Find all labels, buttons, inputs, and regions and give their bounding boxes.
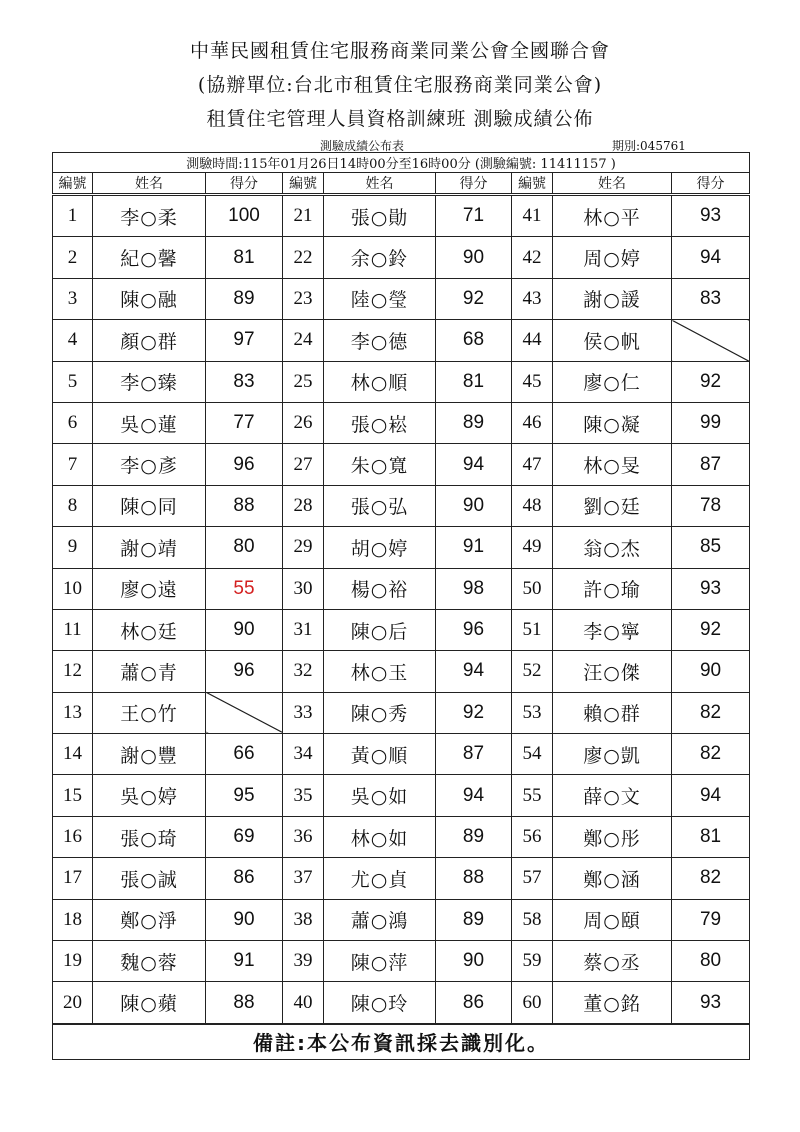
column-header-score: 得分 [672, 173, 750, 195]
candidate-score: 69 [206, 816, 283, 857]
candidate-number: 12 [53, 651, 93, 692]
table-row [53, 568, 750, 609]
candidate-number: 53 [512, 692, 553, 733]
candidate-name: 張○崧 [324, 402, 436, 443]
candidate-score: 87 [436, 734, 512, 775]
candidate-score: 90 [436, 237, 512, 278]
remark-note: 備註:本公布資訊採去識別化。 [53, 1024, 750, 1060]
candidate-number: 29 [283, 527, 324, 568]
candidate-score: 77 [206, 402, 283, 443]
candidate-score: 98 [436, 568, 512, 609]
candidate-number: 24 [283, 320, 324, 361]
candidate-name: 廖○遠 [93, 568, 206, 609]
candidate-name: 林○玉 [324, 651, 436, 692]
absent-score-slash [672, 320, 750, 361]
candidate-number: 52 [512, 651, 553, 692]
candidate-score: 91 [436, 527, 512, 568]
candidate-score: 81 [436, 361, 512, 402]
candidate-score: 92 [436, 278, 512, 319]
table-row [53, 734, 750, 775]
candidate-number: 20 [53, 982, 93, 1024]
table-row [53, 858, 750, 899]
candidate-number: 47 [512, 444, 553, 485]
candidate-number: 56 [512, 816, 553, 857]
candidate-score: 99 [672, 402, 750, 443]
candidate-number: 33 [283, 692, 324, 733]
candidate-number: 11 [53, 609, 93, 650]
candidate-number: 50 [512, 568, 553, 609]
candidate-score: 83 [206, 361, 283, 402]
score-table-body [53, 195, 750, 1024]
candidate-number: 15 [53, 775, 93, 816]
candidate-name: 蔡○丞 [553, 941, 672, 982]
table-row [53, 692, 750, 733]
candidate-number: 31 [283, 609, 324, 650]
candidate-number: 48 [512, 485, 553, 526]
table-row [53, 485, 750, 526]
candidate-number: 27 [283, 444, 324, 485]
candidate-number: 1 [53, 195, 93, 237]
period-label: 期別:045761 [612, 139, 686, 153]
candidate-name: 陳○融 [93, 278, 206, 319]
candidate-name: 汪○傑 [553, 651, 672, 692]
candidate-score: 94 [672, 775, 750, 816]
candidate-score: 90 [672, 651, 750, 692]
candidate-number: 42 [512, 237, 553, 278]
table-row [53, 361, 750, 402]
candidate-name: 黃○順 [324, 734, 436, 775]
candidate-name: 余○鈴 [324, 237, 436, 278]
candidate-score: 90 [206, 899, 283, 940]
candidate-name: 林○如 [324, 816, 436, 857]
candidate-number: 35 [283, 775, 324, 816]
candidate-name: 薛○文 [553, 775, 672, 816]
candidate-score: 90 [436, 941, 512, 982]
candidate-name: 鄭○彤 [553, 816, 672, 857]
column-header-number: 編號 [53, 173, 93, 195]
candidate-number: 17 [53, 858, 93, 899]
candidate-name: 李○臻 [93, 361, 206, 402]
candidate-number: 38 [283, 899, 324, 940]
candidate-score: 92 [672, 361, 750, 402]
candidate-number: 28 [283, 485, 324, 526]
candidate-score: 87 [672, 444, 750, 485]
candidate-score: 89 [436, 899, 512, 940]
candidate-score: 55 [206, 568, 283, 609]
candidate-number: 9 [53, 527, 93, 568]
candidate-name: 李○寧 [553, 609, 672, 650]
candidate-number: 14 [53, 734, 93, 775]
candidate-number: 45 [512, 361, 553, 402]
table-row [53, 899, 750, 940]
candidate-name: 陳○玲 [324, 982, 436, 1024]
candidate-name: 王○竹 [93, 692, 206, 733]
candidate-number: 5 [53, 361, 93, 402]
candidate-name: 董○銘 [553, 982, 672, 1024]
candidate-number: 41 [512, 195, 553, 237]
candidate-score: 78 [672, 485, 750, 526]
candidate-number: 2 [53, 237, 93, 278]
candidate-score: 94 [672, 237, 750, 278]
column-header-number: 編號 [512, 173, 553, 195]
candidate-score: 94 [436, 444, 512, 485]
candidate-number: 57 [512, 858, 553, 899]
candidate-name: 吳○蓮 [93, 402, 206, 443]
candidate-number: 55 [512, 775, 553, 816]
candidate-number: 3 [53, 278, 93, 319]
candidate-score: 89 [206, 278, 283, 319]
candidate-score: 88 [206, 982, 283, 1024]
candidate-number: 51 [512, 609, 553, 650]
candidate-number: 43 [512, 278, 553, 319]
candidate-number: 37 [283, 858, 324, 899]
candidate-number: 22 [283, 237, 324, 278]
candidate-number: 40 [283, 982, 324, 1024]
candidate-score: 93 [672, 982, 750, 1024]
association-title: 中華民國租賃住宅服務商業同業公會全國聯合會 [189, 40, 610, 62]
candidate-name: 陸○瑩 [324, 278, 436, 319]
candidate-score: 86 [436, 982, 512, 1024]
candidate-name: 侯○帆 [553, 320, 672, 361]
candidate-name: 翁○杰 [553, 527, 672, 568]
candidate-name: 張○琦 [93, 816, 206, 857]
table-row [53, 651, 750, 692]
candidate-score: 90 [436, 485, 512, 526]
candidate-name: 周○婷 [553, 237, 672, 278]
candidate-number: 34 [283, 734, 324, 775]
candidate-name: 林○順 [324, 361, 436, 402]
candidate-number: 16 [53, 816, 93, 857]
absent-score-slash [206, 692, 283, 733]
table-row [53, 527, 750, 568]
candidate-score: 89 [436, 402, 512, 443]
column-header-score: 得分 [206, 173, 283, 195]
candidate-number: 21 [283, 195, 324, 237]
exam-info: 測驗時間:115年01月26日14時00分至16時00分 (測驗編號: 11411157 ) [53, 153, 750, 173]
candidate-number: 13 [53, 692, 93, 733]
candidate-name: 尤○貞 [324, 858, 436, 899]
candidate-score: 94 [436, 651, 512, 692]
candidate-name: 林○平 [553, 195, 672, 237]
candidate-name: 紀○馨 [93, 237, 206, 278]
candidate-number: 4 [53, 320, 93, 361]
candidate-score: 88 [206, 485, 283, 526]
candidate-name: 顏○群 [93, 320, 206, 361]
candidate-score: 93 [672, 568, 750, 609]
candidate-name: 鄭○淨 [93, 899, 206, 940]
candidate-name: 許○瑜 [553, 568, 672, 609]
candidate-number: 18 [53, 899, 93, 940]
candidate-score: 81 [672, 816, 750, 857]
table-row [53, 278, 750, 319]
candidate-name: 謝○諼 [553, 278, 672, 319]
candidate-score: 90 [206, 609, 283, 650]
candidate-score: 92 [436, 692, 512, 733]
candidate-name: 林○廷 [93, 609, 206, 650]
candidate-score: 66 [206, 734, 283, 775]
candidate-score: 97 [206, 320, 283, 361]
candidate-name: 謝○靖 [93, 527, 206, 568]
candidate-name: 陳○同 [93, 485, 206, 526]
candidate-score: 89 [436, 816, 512, 857]
candidate-number: 60 [512, 982, 553, 1024]
candidate-name: 廖○凱 [553, 734, 672, 775]
candidate-name: 張○弘 [324, 485, 436, 526]
table-row [53, 941, 750, 982]
candidate-score: 86 [206, 858, 283, 899]
column-header-score: 得分 [436, 173, 512, 195]
candidate-number: 59 [512, 941, 553, 982]
candidate-name: 陳○后 [324, 609, 436, 650]
table-header-row [53, 173, 750, 195]
candidate-name: 陳○凝 [553, 402, 672, 443]
candidate-number: 32 [283, 651, 324, 692]
candidate-name: 謝○豐 [93, 734, 206, 775]
candidate-number: 10 [53, 568, 93, 609]
candidate-name: 廖○仁 [553, 361, 672, 402]
candidate-score: 71 [436, 195, 512, 237]
candidate-number: 8 [53, 485, 93, 526]
candidate-number: 7 [53, 444, 93, 485]
candidate-name: 李○柔 [93, 195, 206, 237]
candidate-name: 魏○蓉 [93, 941, 206, 982]
table-caption: 測驗成績公布表 [320, 139, 405, 153]
candidate-score: 96 [206, 651, 283, 692]
candidate-name: 張○誠 [93, 858, 206, 899]
candidate-name: 林○旻 [553, 444, 672, 485]
candidate-name: 吳○婷 [93, 775, 206, 816]
candidate-number: 39 [283, 941, 324, 982]
candidate-name: 鄭○涵 [553, 858, 672, 899]
candidate-score: 83 [672, 278, 750, 319]
column-header-number: 編號 [283, 173, 324, 195]
table-row [53, 775, 750, 816]
candidate-name: 周○頤 [553, 899, 672, 940]
candidate-name: 陳○蘋 [93, 982, 206, 1024]
candidate-score: 81 [206, 237, 283, 278]
candidate-score: 91 [206, 941, 283, 982]
table-row [53, 320, 750, 361]
candidate-score: 92 [672, 609, 750, 650]
candidate-name: 蕭○青 [93, 651, 206, 692]
candidate-score: 68 [436, 320, 512, 361]
candidate-score: 85 [672, 527, 750, 568]
announcement-title: 租賃住宅管理人員資格訓練班 測驗成績公佈 [206, 108, 594, 130]
candidate-name: 蕭○鴻 [324, 899, 436, 940]
column-header-name: 姓名 [93, 173, 206, 195]
candidate-name: 劉○廷 [553, 485, 672, 526]
candidate-score: 82 [672, 692, 750, 733]
candidate-name: 李○彥 [93, 444, 206, 485]
candidate-name: 賴○群 [553, 692, 672, 733]
candidate-score: 94 [436, 775, 512, 816]
table-row [53, 982, 750, 1024]
table-row [53, 444, 750, 485]
candidate-name: 朱○寬 [324, 444, 436, 485]
candidate-name: 張○勛 [324, 195, 436, 237]
candidate-number: 46 [512, 402, 553, 443]
candidate-number: 30 [283, 568, 324, 609]
candidate-score: 79 [672, 899, 750, 940]
candidate-number: 36 [283, 816, 324, 857]
candidate-number: 6 [53, 402, 93, 443]
candidate-number: 19 [53, 941, 93, 982]
candidate-score: 82 [672, 734, 750, 775]
candidate-number: 25 [283, 361, 324, 402]
candidate-name: 胡○婷 [324, 527, 436, 568]
candidate-score: 95 [206, 775, 283, 816]
candidate-name: 陳○秀 [324, 692, 436, 733]
table-row [53, 195, 750, 237]
candidate-number: 23 [283, 278, 324, 319]
candidate-score: 80 [672, 941, 750, 982]
candidate-name: 楊○裕 [324, 568, 436, 609]
candidate-number: 44 [512, 320, 553, 361]
candidate-number: 58 [512, 899, 553, 940]
candidate-score: 88 [436, 858, 512, 899]
candidate-name: 陳○萍 [324, 941, 436, 982]
co-organizer-line: (協辦單位:台北市租賃住宅服務商業同業公會) [197, 74, 603, 96]
column-header-name: 姓名 [553, 173, 672, 195]
candidate-number: 26 [283, 402, 324, 443]
candidate-score: 93 [672, 195, 750, 237]
candidate-number: 54 [512, 734, 553, 775]
candidate-score: 80 [206, 527, 283, 568]
candidate-name: 吳○如 [324, 775, 436, 816]
table-row [53, 816, 750, 857]
table-row [53, 237, 750, 278]
candidate-name: 李○德 [324, 320, 436, 361]
table-row [53, 402, 750, 443]
table-row [53, 609, 750, 650]
score-table [52, 152, 750, 1060]
candidate-score: 82 [672, 858, 750, 899]
candidate-number: 49 [512, 527, 553, 568]
candidate-score: 96 [436, 609, 512, 650]
column-header-name: 姓名 [324, 173, 436, 195]
candidate-score: 100 [206, 195, 283, 237]
candidate-score: 96 [206, 444, 283, 485]
